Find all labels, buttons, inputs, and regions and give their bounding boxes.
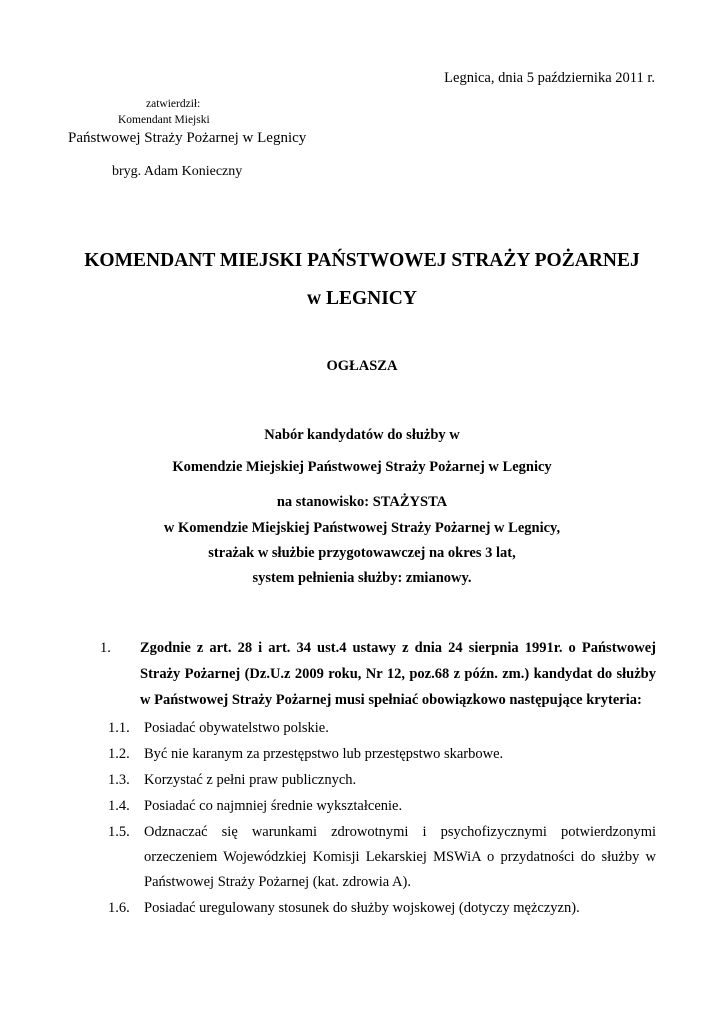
recruitment-line2: Komendzie Miejskiej Państwowej Straży Pożarnej w Legnicy — [172, 459, 552, 475]
recruitment-line6: system pełnienia służby: zmianowy. — [252, 570, 472, 586]
criteria-item-text: Korzystać z pełni praw publicznych. — [144, 772, 357, 788]
section-1-text: Zgodnie z art. 28 i art. 34 ust.4 ustawy z dnia 24 sierpnia 1991r. o Państwowej Straży Pożarnej (Dz.U.z 2009 roku, Nr 12, poz.68 z późn. zm.) kandydat do służby w Państwowej Straży Pożarnej musi spełniać obowiązkowo następujące kryteria: — [140, 640, 656, 708]
criteria-item-text: Być nie karanym za przestępstwo lub przestępstwo skarbowe. — [144, 746, 504, 762]
document-title-line1: KOMENDANT MIEJSKI PAŃSTWOWEJ STRAŻY POŻARNEJ — [84, 250, 640, 271]
criteria-item-number: 1.6. — [108, 900, 130, 916]
document-title-line2: w LEGNICY — [307, 288, 417, 309]
criteria-item-text: Posiadać co najmniej średnie wykształcenie. — [144, 798, 403, 814]
announcement-heading: OGŁASZA — [326, 358, 398, 374]
criteria-item — [108, 742, 656, 767]
criteria-list — [108, 716, 656, 922]
criteria-item-number: 1.5. — [108, 824, 130, 840]
recruitment-line1: Nabór kandydatów do służby w — [264, 427, 460, 443]
approval-unit: Państwowej Straży Pożarnej w Legnicy — [68, 130, 307, 146]
criteria-item-text: Posiadać obywatelstwo polskie. — [144, 720, 329, 736]
criteria-item — [108, 794, 656, 819]
criteria-item-number: 1.1. — [108, 720, 130, 736]
criteria-item — [108, 768, 656, 793]
recruitment-line5: strażak w służbie przygotowawczej na okres 3 lat, — [208, 545, 516, 561]
section-1-number: 1. — [100, 640, 111, 656]
criteria-item-text: Posiadać uregulowany stosunek do służby wojskowej (dotyczy mężczyzn). — [144, 900, 580, 916]
section-1 — [100, 635, 656, 713]
criteria-item-text: Odznaczać się warunkami zdrowotnymi i psychofizycznymi potwierdzonymi orzeczeniem Wojewódzkiej Komisji Lekarskiej MSWiA o przydatności do służby w Państwowej Straży Pożarnej (kat. zdrowia A). — [144, 824, 656, 890]
document-date: Legnica, dnia 5 października 2011 r. — [444, 70, 655, 86]
recruitment-line4: w Komendzie Miejskiej Państwowej Straży Pożarnej w Legnicy, — [163, 520, 561, 536]
criteria-item — [108, 820, 656, 895]
recruitment-line3: na stanowisko: STAŻYSTA — [276, 494, 448, 510]
criteria-item — [108, 896, 656, 921]
criteria-item-number: 1.3. — [108, 772, 130, 788]
approval-label: zatwierdził: — [146, 98, 201, 110]
criteria-item — [108, 716, 656, 741]
approval-position: Komendant Miejski — [118, 114, 210, 126]
criteria-item-number: 1.4. — [108, 798, 130, 814]
criteria-item-number: 1.2. — [108, 746, 130, 762]
approval-signatory: bryg. Adam Konieczny — [112, 164, 243, 179]
